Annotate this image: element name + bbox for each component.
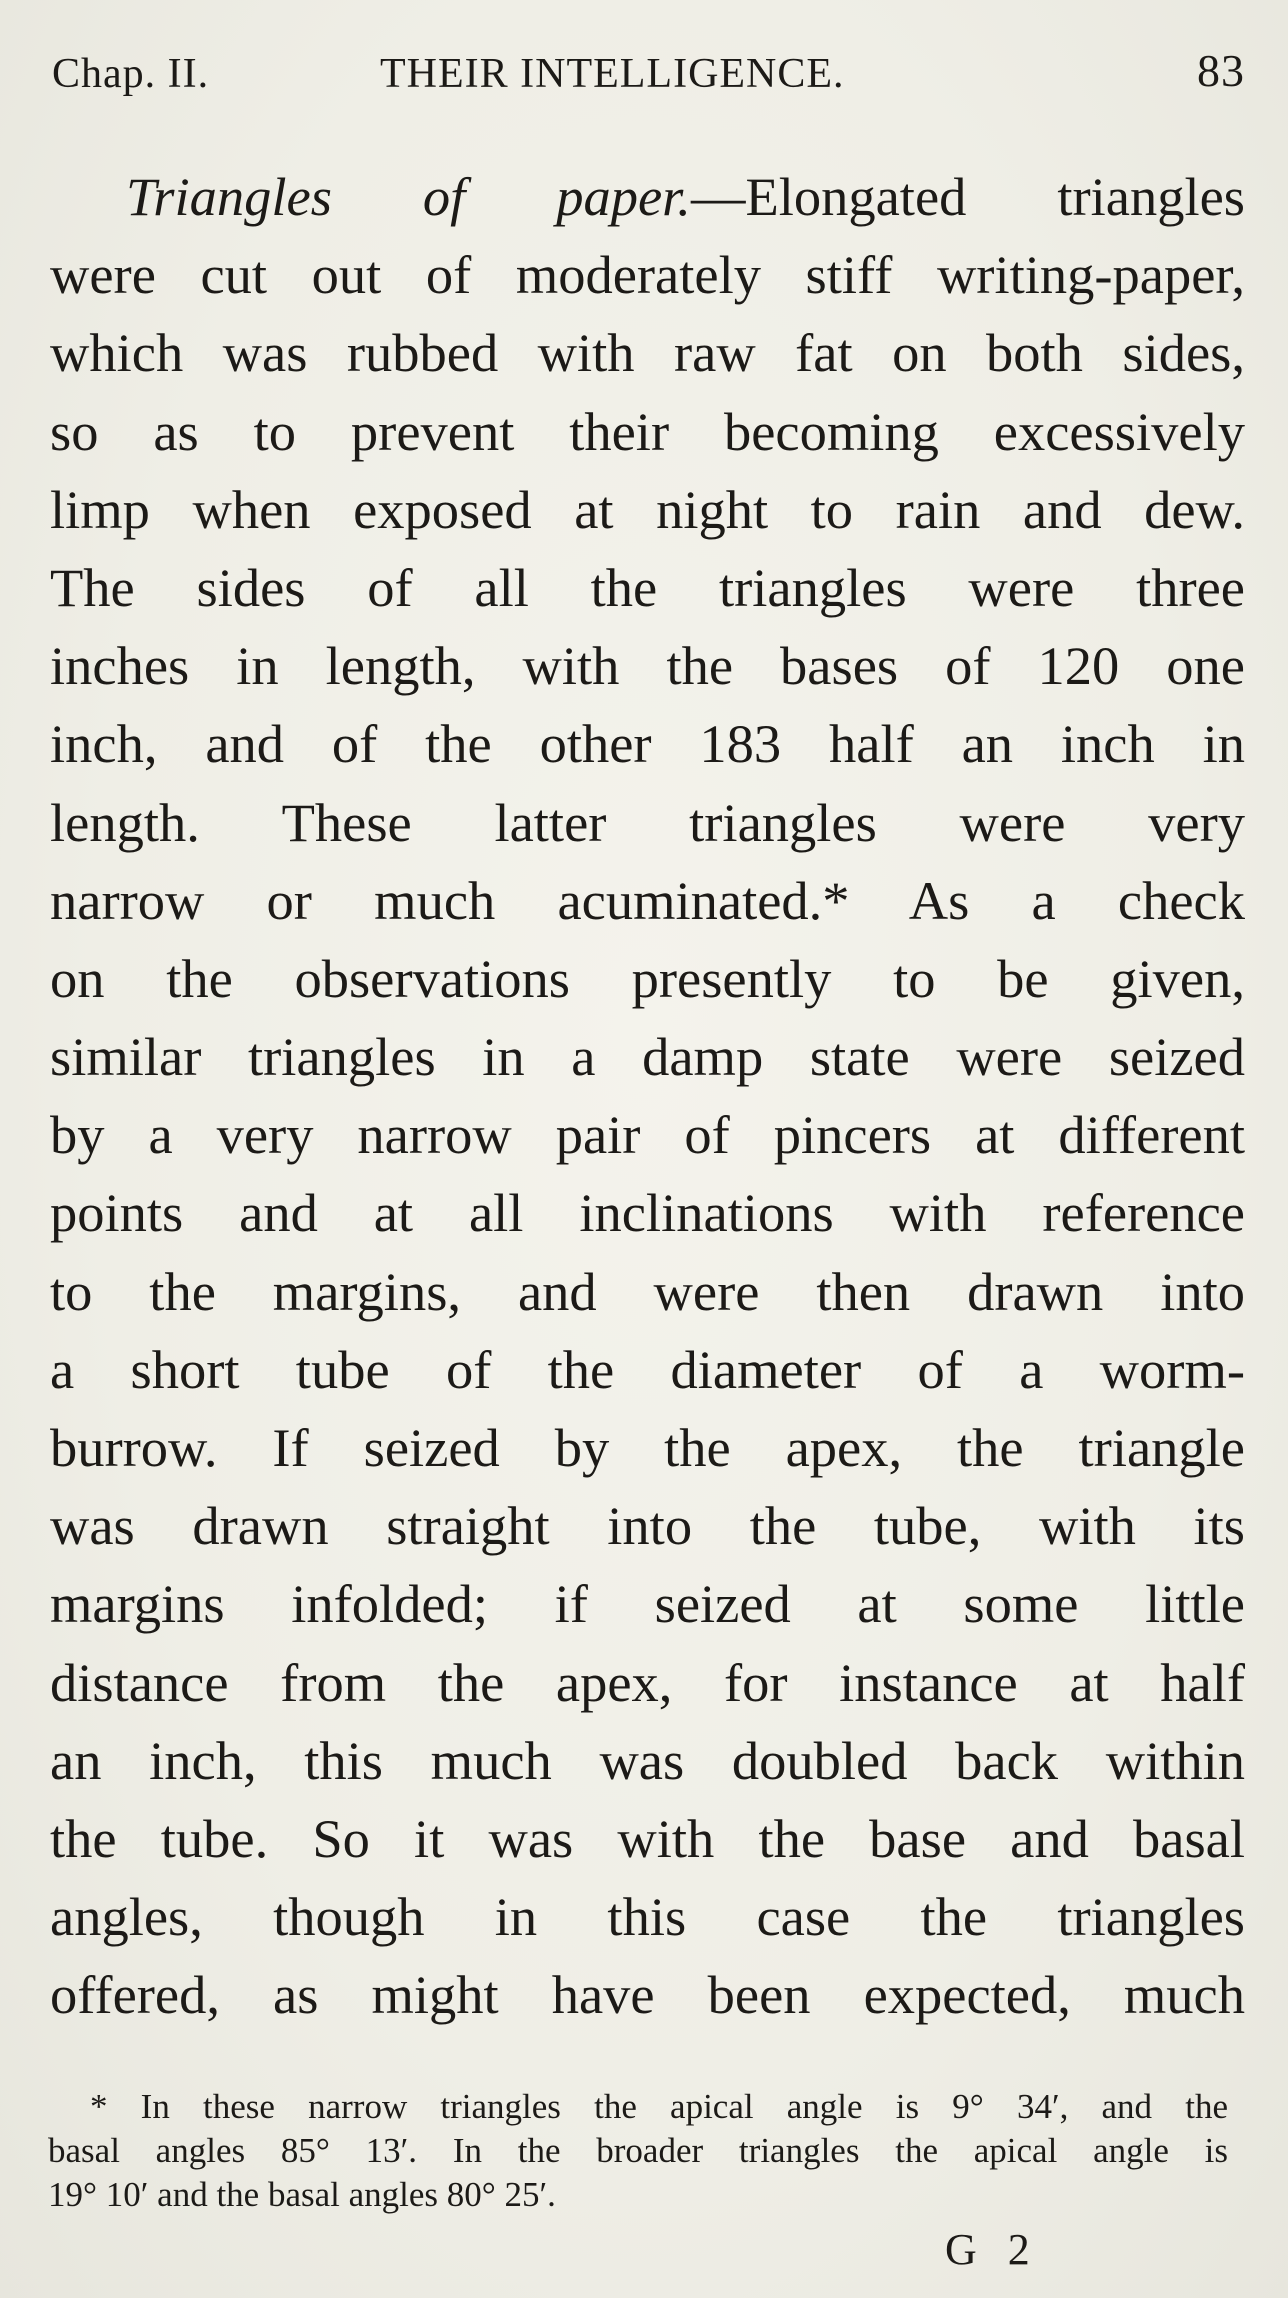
text-line: by a very narrow pair of pincers at different [50,1104,1245,1166]
text-line: distance from the apex, for instance at half [50,1651,1245,1713]
text-line: the tube. So it was with the base and basal [50,1807,1245,1869]
footnote [48,2085,1228,2217]
text-line: limp when exposed at night to rain and dew. [50,478,1245,540]
text-line: narrow or much acuminated.* As a check [50,869,1245,931]
text-line: an inch, this much was doubled back within [50,1729,1245,1791]
text-line: points and at all inclinations with reference [50,1182,1245,1244]
chapter-title: THEIR INTELLIGENCE. [380,51,845,97]
text-line: to the margins, and were then drawn into [50,1260,1245,1322]
paragraph-heading: Triangles of paper. [126,166,691,227]
line-text: —Elongated triangles [690,166,1245,227]
text-line: length. These latter triangles were very [50,791,1245,853]
text-line: offered, as might have been expected, much [50,1964,1245,2026]
text-line: angles, though in this case the triangles [50,1886,1245,1948]
text-line: so as to prevent their becoming excessively [50,400,1245,462]
text-line: similar triangles in a damp state were seized [50,1026,1245,1088]
chapter-label: Chap. II. [52,51,210,97]
text-line [50,158,1245,236]
text-line: inches in length, with the bases of 120 one [50,635,1245,697]
text-line: a short tube of the diameter of a worm- [50,1338,1245,1400]
text-line: which was rubbed with raw fat on both sides, [50,322,1245,384]
text-line: on the observations presently to be given, [50,947,1245,1009]
footnote-line: 19° 10′ and the basal angles 80° 25′. [48,2175,556,2214]
footnote-line: * In these narrow triangles the apical angle is 9° 34′, and the [90,2087,1228,2126]
signature-mark: G 2 [945,2225,1040,2274]
text-line: margins infolded; if seized at some little [50,1573,1245,1635]
page-number: 83 [1197,45,1245,96]
running-head [50,40,1245,110]
text-line: The sides of all the triangles were three [50,556,1245,618]
text-line: was drawn straight into the tube, with its [50,1495,1245,1557]
text-line: were cut out of moderately stiff writing-paper, [50,244,1245,306]
text-line: inch, and of the other 183 half an inch in [50,713,1245,775]
footnote-line: basal angles 85° 13′. In the broader triangles the apical angle is [48,2131,1228,2170]
body-paragraph [50,158,1245,2035]
text-line: burrow. If seized by the apex, the triangle [50,1417,1245,1478]
